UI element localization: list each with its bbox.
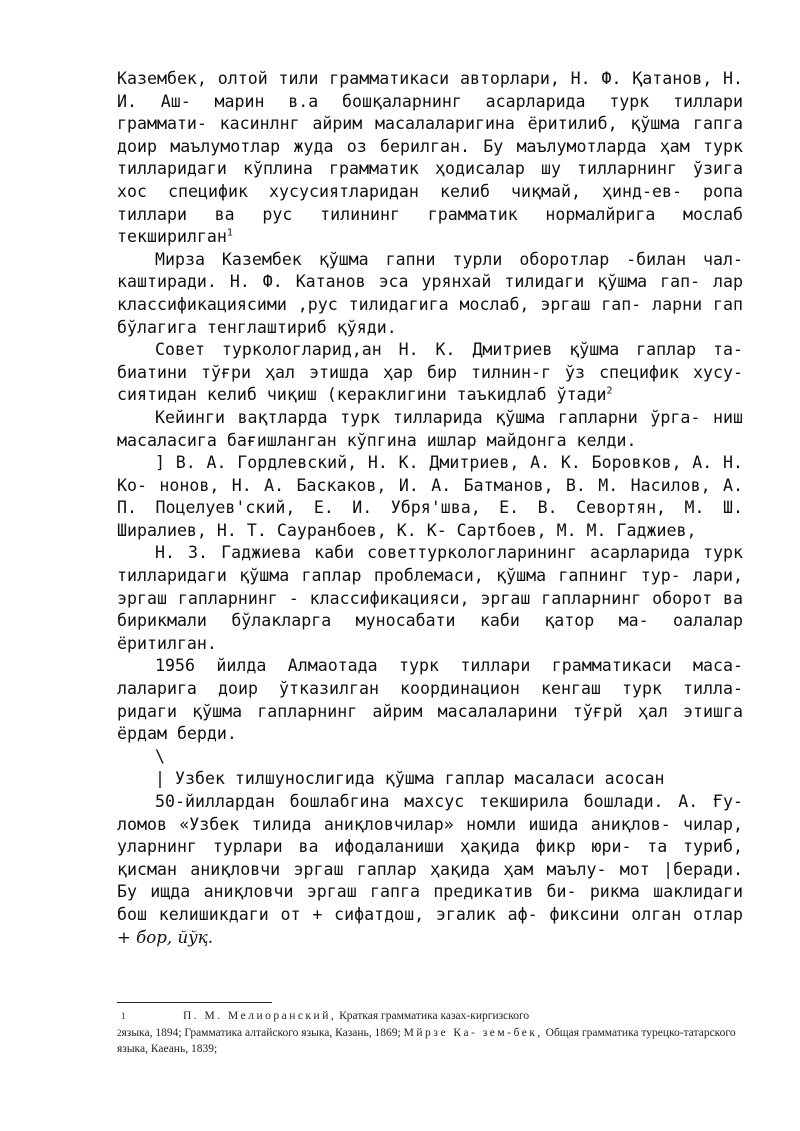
footnote-text-2a: языка, 1894; Грамматика алтайского языка, Казань, 1869;: [121, 1026, 401, 1039]
paragraph-9: 50-йиллардан бошлабгина махсус текширила бошлади. А. Ғу- ломов «Узбек тилида аниқловчилар» номли ишида аниқлов- чилар, уларнинг турлари ва ифодаланиши ҳақида фикр юри- та туриб, қисман аниқловчи эргаш гаплар ҳақида ҳам маълу- мот |беради. Бу ищда аниқловчи эргаш гапга предикатив би- рикма шаклидаги бош келишикдаги от + сифатдош, эгалик аф- фиксини олган отлар + бор, йўқ.: [117, 792, 743, 947]
footnote-ref-2: 2: [606, 385, 613, 397]
main-text: [117, 68, 743, 949]
footnote-author-2: Мйрзе Ка- зем-бек,: [403, 1026, 543, 1039]
footnotes: [117, 1008, 743, 1058]
paragraph-4: Кейинги вақтларда турк тилларида қўшма гапларни ўрга- ниш масаласига бағишланган кўпгина ишлар майдонга келди.: [117, 407, 743, 450]
footnote-number-2: 2: [117, 1027, 122, 1038]
paragraph-2: Мирза Казембек қўшма гапни турли оборотлар -билан чал- каштиради. Н. Ф. Катанов эса урянхай тилидаги қўшма гап- лар классификациясими ,рус тилидагига мослаб, эргаш гап- ларни гап бўлагига тенглаштириб қўяди.: [117, 249, 743, 337]
footnote-title-1: Краткая грамматика казах-киргизского: [339, 1010, 530, 1022]
paragraph-5: ] В. А. Гордлевский, Н. К. Дмитриев, А. К. Боровков, А. Н. Ко- нонов, Н. А. Баскаков, И. А. Батманов, В. М. Насилов, А. П. Поцелуев'ский, Е. И. Убря'шва, Е. В. Севортян, М. Ш. Ширалиев, Н. Т. Сауранбоев, К. К- Сартбоев, М. М. Гаджиев,: [117, 453, 743, 540]
footnote-number-1: 1: [121, 1011, 126, 1021]
footnote-divider: [117, 1002, 272, 1003]
italic-phrase: + бор, йўқ.: [117, 927, 214, 947]
footnote-text-2b: Общая грамматика турецко-татарского языка, Каеань, 1839;: [117, 1026, 736, 1055]
backslash-mark: \: [155, 746, 165, 766]
footnote-author-1: П. М. Мелиоранский,: [183, 1010, 337, 1022]
footnote-1: [117, 1008, 743, 1025]
paragraph-8: | Узбек тилшунослигида қўшма гаплар масаласи асосан: [155, 769, 665, 789]
paragraph-7: 1956 йилда Алмаотада турк тиллари грамматикаси маса- лаларига доир ўтказилган координацион кенгаш турк тилла- ридаги қўшма гапларнинг айрим масалаларини тўғрй ҳал этишга ёрдам берди.: [117, 656, 743, 744]
paragraph-1: Казембек, олтой тили грамматикаси авторлари, Н. Ф. Қатанов, Н. И. Аш- марин в.а бошқаларнинг асарларида турк тиллари граммати- касинлнг айрим масалаларигина ёритилиб, қўшма гапга доир маълумотлар жуда оз берилган. Бу маълумотларда ҳам турк тилларидаги кўплина грамматик ҳодисалар шу тилларнинг ўзига хос специфик хусусиятларидан келиб чиқмай, ҳинд-ев- ропа тиллари ва рус тилининг грамматик нормалйрига мослаб текширилган$^1$: [117, 69, 743, 247]
footnote-2: [117, 1025, 743, 1058]
footnote-ref-1: 1: [226, 227, 233, 239]
paragraph-3: Совет туркологларид,ан Н. К. Дмитриев қўшма гаплар та- биатини тўғри ҳал этишда ҳар бир тилнин-г ўз специфик хусу- сиятидан келиб чиқиш (кераклигини таъкидлаб ўтади$^2$: [117, 340, 743, 405]
paragraph-6: Н. З. Гаджиева каби советтуркологларининг асарларида турк тилларидаги қўшма гаплар проблемаси, қўшма гапнинг тур- лари, эргаш гапларнинг - классификацияси, эргаш гапларнинг оборот ва бирикмали бўлакларга муносабати каби қатор ма- оалалар ёритилган.: [117, 543, 743, 653]
